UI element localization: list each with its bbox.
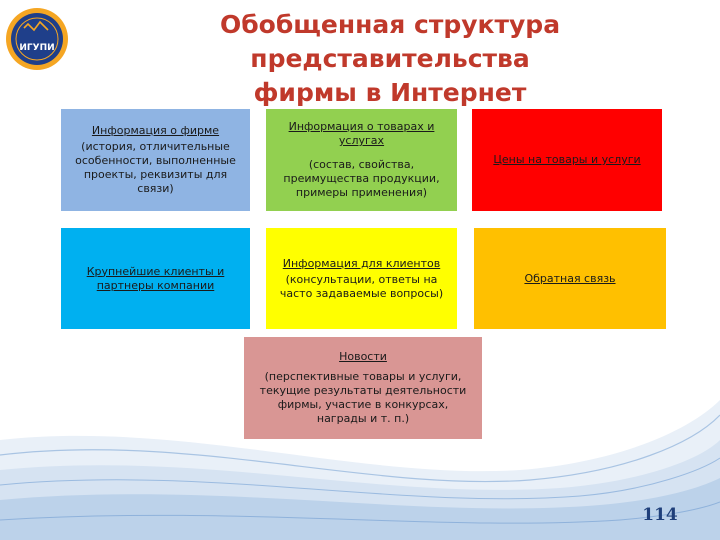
title-line-1: Обобщенная структура представительства	[219, 10, 561, 73]
slide-title	[80, 8, 700, 110]
igupi-logo	[4, 6, 70, 72]
news-head: Новости	[339, 350, 387, 363]
product-info-body: (состав, свойства, преимущества продукции, примеры применения)	[283, 158, 440, 199]
prices-box	[472, 109, 662, 211]
feedback-box	[474, 228, 666, 329]
title-line-2: фирмы в Интернет	[253, 78, 527, 107]
clients-box	[61, 228, 250, 329]
company-info-body: (история, отличительные особенности, выполненные проекты, реквизиты для связи)	[75, 140, 236, 195]
product-info-head: Информация о товарах и услугах	[288, 120, 435, 147]
feedback-head: Обратная связь	[524, 271, 616, 285]
prices-head: Цены на товары и услуги	[493, 153, 641, 166]
news-box	[244, 337, 482, 439]
company-info-box	[61, 109, 250, 211]
client-info-box	[266, 228, 457, 329]
product-info-box	[266, 109, 457, 211]
svg-text:ИГУПИ: ИГУПИ	[19, 43, 55, 53]
client-info-body: (консультации, ответы на часто задаваемые вопросы)	[279, 272, 444, 300]
company-info-head: Информация о фирме	[91, 124, 220, 137]
news-body: (перспективные товары и услуги, текущие результаты деятельности фирмы, участие в конкурсах, награды и т. п.)	[259, 370, 467, 425]
page-number: 114	[642, 505, 678, 525]
clients-head: Крупнейшие клиенты и партнеры компании	[86, 264, 225, 292]
client-info-head: Информация для клиентов	[282, 256, 441, 270]
